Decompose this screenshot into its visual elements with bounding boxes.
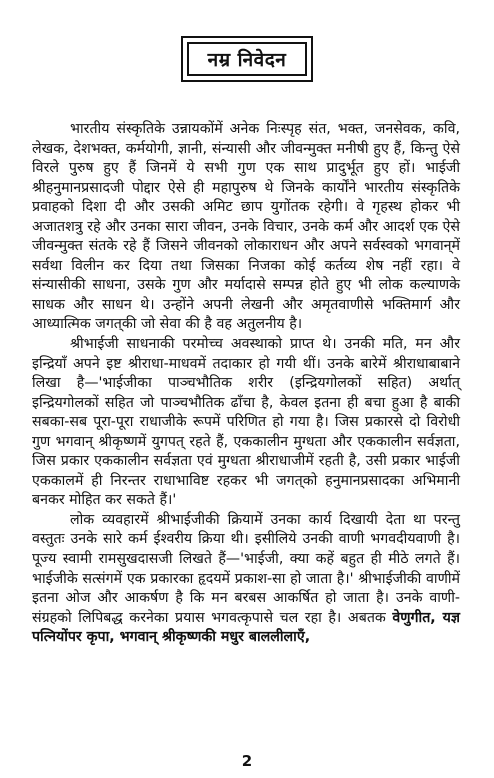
page-title: नम्र निवेदन	[207, 49, 287, 71]
title-inner-border	[187, 42, 307, 76]
paragraph-3-text: लोक व्यवहारमें श्रीभाईजीकी क्रियामें उनका कार्य दिखायी देता था परन्तु वस्तुतः उनके सारे कर्म ईश्वरीय क्रिया थी। इसीलिये उनकी वाणी भगवदीयवाणी है। पूज्य स्वामी रामसुखदासजी लिखते हैं—'भाईजी, क्या कहें बहुत ही मीठे लगते हैं। भाईजीके सत्संगमें एक प्रकारका हृदयमें प्रकाश-सा हो जाता है।' श्रीभाईजीकी वाणीमें इतना ओज और आकर्षण है कि मन बरबस आकर्षित हो जाता है। उनके वाणी-संग्रहको लिपिबद्ध करनेका प्रयास भगवत्कृपासे चल रहा है। अबतक	[32, 511, 460, 626]
body-text	[32, 120, 460, 648]
paragraph-3-bold-text: वेणुगीत, यज्ञ पत्नियोंपर कृपा, भगवान् श्रीकृष्णकी मधुर बाललीलाएँ,	[32, 609, 460, 646]
paragraph-1: भारतीय संस्कृतिके उन्नायकोंमें अनेक निःस्पृह संत, भक्त, जनसेवक, कवि, लेखक, देशभक्त, कर्मयोगी, ज्ञानी, संन्यासी और जीवन्मुक्त मनीषी हुए हैं, किन्तु ऐसे विरले पुरुष हुए हैं जिनमें ये सभी गुण एक साथ प्रादुर्भूत हुए हों। भाईजी श्रीहनुमानप्रसादजी पोद्दार ऐसे ही महापुरुष थे जिनके कार्योंने भारतीय संस्कृतिके प्रवाहको दिशा दी और उसकी अमिट छाप युगोंतक रहेगी। वे गृहस्थ होकर भी अजातशत्रु रहे और उनका सारा जीवन, उनके विचार, उनके कर्म और आदर्श एक ऐसे जीवन्मुक्त संतके रहे हैं जिसने जीवनको लोकाराधन और अपने सर्वस्वको भगवान्‌में सर्वथा विलीन कर दिया तथा जिसका निजका कोई कर्तव्य शेष नहीं रहा। वे संन्यासीकी साधना, उसके गुण और मर्यादासे सम्पन्न होते हुए भी लोक कल्याणके साधक और साधन थे। उन्होंने अपनी लेखनी और अमृतवाणीसे भक्तिमार्ग और आध्यात्मिक जगत्‌की जो सेवा की है वह अतुलनीय है।	[32, 121, 460, 333]
page-number: 2	[241, 752, 253, 770]
paragraph-3	[32, 511, 460, 648]
title-box	[181, 36, 313, 82]
paragraph-2: श्रीभाईजी साधनाकी परमोच्च अवस्थाको प्राप्त थे। उनकी मति, मन और इन्द्रियाँ अपने इष्ट श्रीराधा-माधवमें तदाकार हो गयी थीं। उनके बारेमें श्रीराधाबाबाने लिखा है—'भाईजीका पाञ्चभौतिक शरीर (इन्द्रियगोलकों सहित) अर्थात् इन्द्रियगोलकों सहित जो पाञ्चभौतिक ढाँचा है, केवल इतना ही बचा हुआ है बाकी सबका-सब पूरा-पूरा राधाजीके रूपमें परिणित हो गया है। जिस प्रकारसे दो विरोधी गुण भगवान् श्रीकृष्णमें युगपत् रहते हैं, एककालीन मुग्धता और एककालीन सर्वज्ञता, जिस प्रकार एककालीन सर्वज्ञता एवं मुग्धता श्रीराधाजीमें रहती है, उसी प्रकार भाईजी एककालमें ही निरन्तर राधाभाविष्ट रहकर भी जगत्‌को हनुमानप्रसादका अभिमानी बनकर मोहित कर सकते हैं।'	[32, 336, 460, 509]
